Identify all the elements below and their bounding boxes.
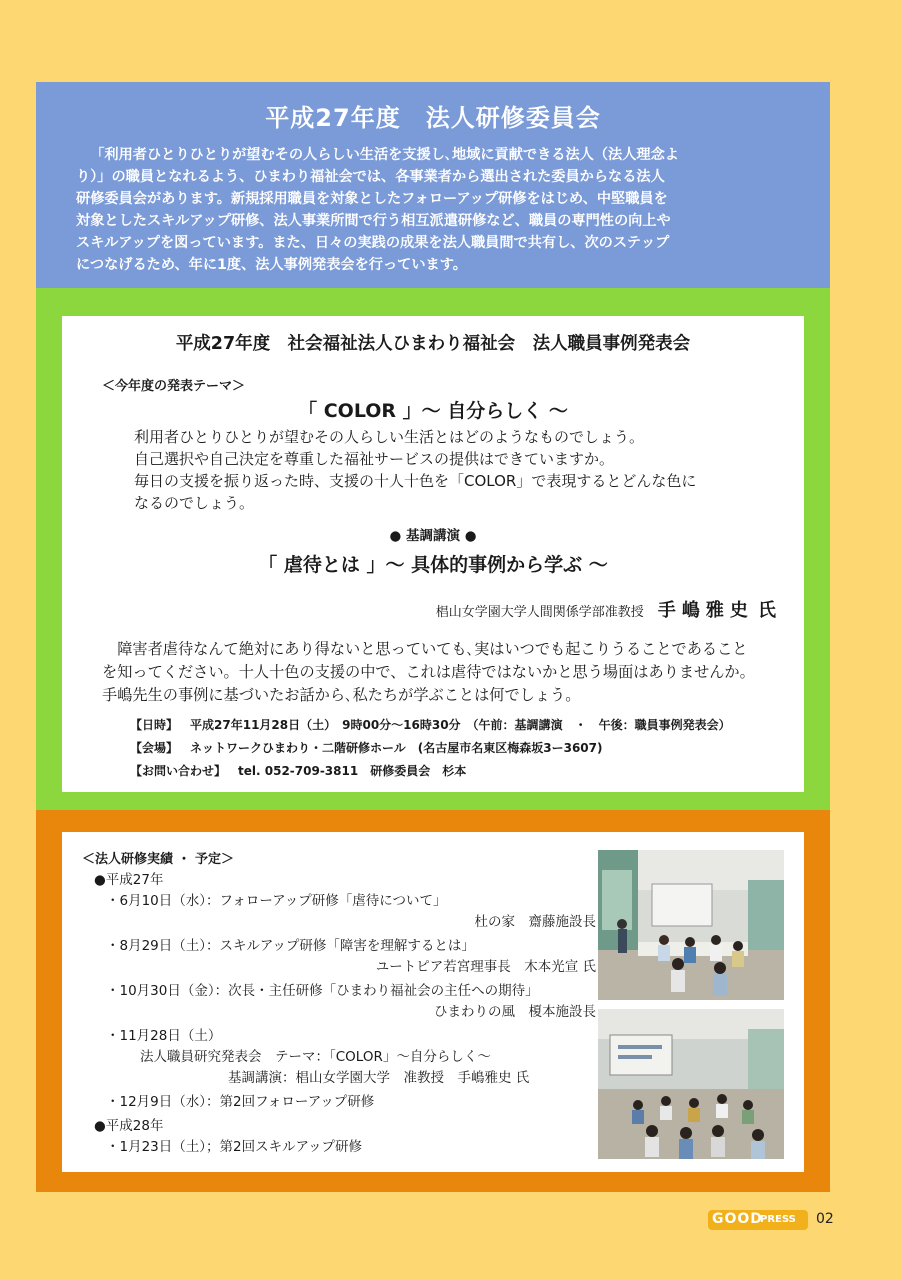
detail-venue (130, 737, 790, 760)
list-item (106, 1092, 604, 1113)
item-line: ・6月10日（水）：フォローアップ研修「虐待について」 (106, 893, 447, 909)
seminar-photo-2-image (598, 1009, 784, 1159)
seminar-photo-2 (598, 1009, 784, 1159)
good-press-logo (708, 1210, 808, 1230)
detail-contact (130, 760, 790, 783)
desc-line: 障害者虐待なんて絶対にあり得ないと思っていても､実はいつでも起こりうることであること (117, 640, 748, 658)
speaker-name: 手嶋雅史 (657, 600, 754, 621)
item-sub: 杜の家 齋藤施設長 (474, 914, 596, 930)
theme-line: 毎日の支援を振り返った時、支援の十人十色を「COLOR」で表現するとどんな色に (134, 472, 697, 490)
list-item (106, 1137, 604, 1158)
theme-line: なるのでしょう。 (134, 494, 255, 512)
speaker (436, 596, 776, 622)
desc-line: 手嶋先生の事例に基づいたお話から､私たちが学ぶことは何でしょう。 (102, 686, 581, 704)
item-line: ・10月30日（金）：次長・主任研修「ひまわり福祉会の主任への期待」 (106, 983, 539, 999)
desc-line: を知ってください。十人十色の支援の中で、これは虐待ではないかと思う場面はありませんか。 (102, 663, 755, 681)
logo-press-text: PRESS (760, 1214, 796, 1225)
speaker-honorific: 氏 (758, 600, 776, 621)
item-sub: 法人職員研究発表会 テーマ：「COLOR」～自分らしく～ (140, 1049, 491, 1065)
intro-line: 「利用者ひとりひとりが望むその人らしい生活を支援し､地域に貢献できる法人（法人理念よ (90, 147, 679, 163)
intro-line: 研修委員会があります。新規採用職員を対象としたフォローアップ研修をはじめ、中堅職員を (76, 191, 668, 207)
item-line: ・11月28日（土） (106, 1028, 222, 1044)
year-heading: ●平成27年 (94, 872, 164, 888)
item-sub: 基調講演：椙山女学園大学 准教授 手嶋雅史 氏 (228, 1070, 530, 1086)
event-title: 平成27年度 社会福祉法人ひまわり福祉会 法人職員事例発表会 (175, 334, 691, 354)
list-item (106, 981, 604, 1023)
intro-line: り）」の職員となれるよう、ひまわり福祉会では、各事業者から選出された委員からなる法人 (76, 169, 665, 185)
theme-description (134, 426, 794, 514)
training-label: ＜法人研修実績 ・ 予定＞ (82, 852, 235, 867)
intro-panel (36, 82, 830, 288)
intro-line: につなげるため、年に1度、法人事例発表会を行っています。 (76, 257, 467, 273)
detail-value: ネットワークひまわり・二階研修ホール (名古屋市名東区梅森坂3ー3607) (190, 741, 603, 755)
training-list (94, 870, 604, 1161)
theme-line: 自己選択や自己決定を尊重した福祉サービスの提供はできていますか。 (134, 450, 615, 468)
event-panel (36, 288, 830, 810)
list-item (106, 936, 604, 978)
list-item (106, 1026, 604, 1089)
intro-title: 平成27年度 法人研修委員会 (265, 104, 601, 132)
training-panel (36, 810, 830, 1192)
intro-line: 対象としたスキルアップ研修、法人事業所間で行う相互派遣研修など、職員の専門性の向上や (76, 213, 671, 229)
item-sub: ユートピア若宮理事長 木本光宣 氏 (375, 959, 596, 975)
detail-date (130, 714, 790, 737)
year-heading: ●平成28年 (94, 1118, 164, 1134)
item-sub: ひまわりの風 榎本施設長 (434, 1004, 596, 1020)
training-box (62, 832, 804, 1172)
seminar-photo-1-image (598, 850, 784, 1000)
intro-line: スキルアップを図っています。また、日々の実践の成果を法人職員間で共有し、次のステップ (76, 235, 670, 251)
event-details (130, 714, 790, 783)
item-line: ・1月23日（土）；第2回スキルアップ研修 (106, 1139, 363, 1155)
theme-heading: 「 COLOR 」～ 自分らしく ～ (298, 400, 568, 422)
page-number: 02 (816, 1211, 834, 1227)
event-box (62, 316, 804, 792)
detail-value: tel. 052-709-3811 研修委員会 杉本 (238, 764, 467, 778)
detail-label: 【日時】 (130, 718, 179, 732)
list-item (106, 891, 604, 933)
keynote-heading: 「 虐待とは 」～ 具体的事例から学ぶ ～ (258, 554, 608, 576)
item-line: ・12月9日（水）：第2回フォローアップ研修 (106, 1094, 375, 1110)
keynote-label: ● 基調講演 ● (389, 528, 477, 544)
seminar-photo-1 (598, 850, 784, 1000)
logo-good-text: GOOD (712, 1211, 763, 1227)
speaker-affiliation: 椙山女学園大学人間関係学部准教授 (435, 605, 644, 620)
intro-body (76, 144, 806, 276)
keynote-description (102, 638, 792, 707)
theme-line: 利用者ひとりひとりが望むその人らしい生活とはどのようなものでしょう。 (134, 428, 645, 446)
detail-label: 【お問い合わせ】 (130, 764, 227, 778)
item-line: ・8月29日（土）：スキルアップ研修「障害を理解するとは」 (106, 938, 475, 954)
detail-value: 平成27年11月28日（土） 9時00分～16時30分 （午前：基調講演 ・ 午後：職員事例発表会） (190, 718, 731, 732)
theme-label: ＜今年度の発表テーマ＞ (102, 379, 246, 394)
detail-label: 【会場】 (130, 741, 179, 755)
